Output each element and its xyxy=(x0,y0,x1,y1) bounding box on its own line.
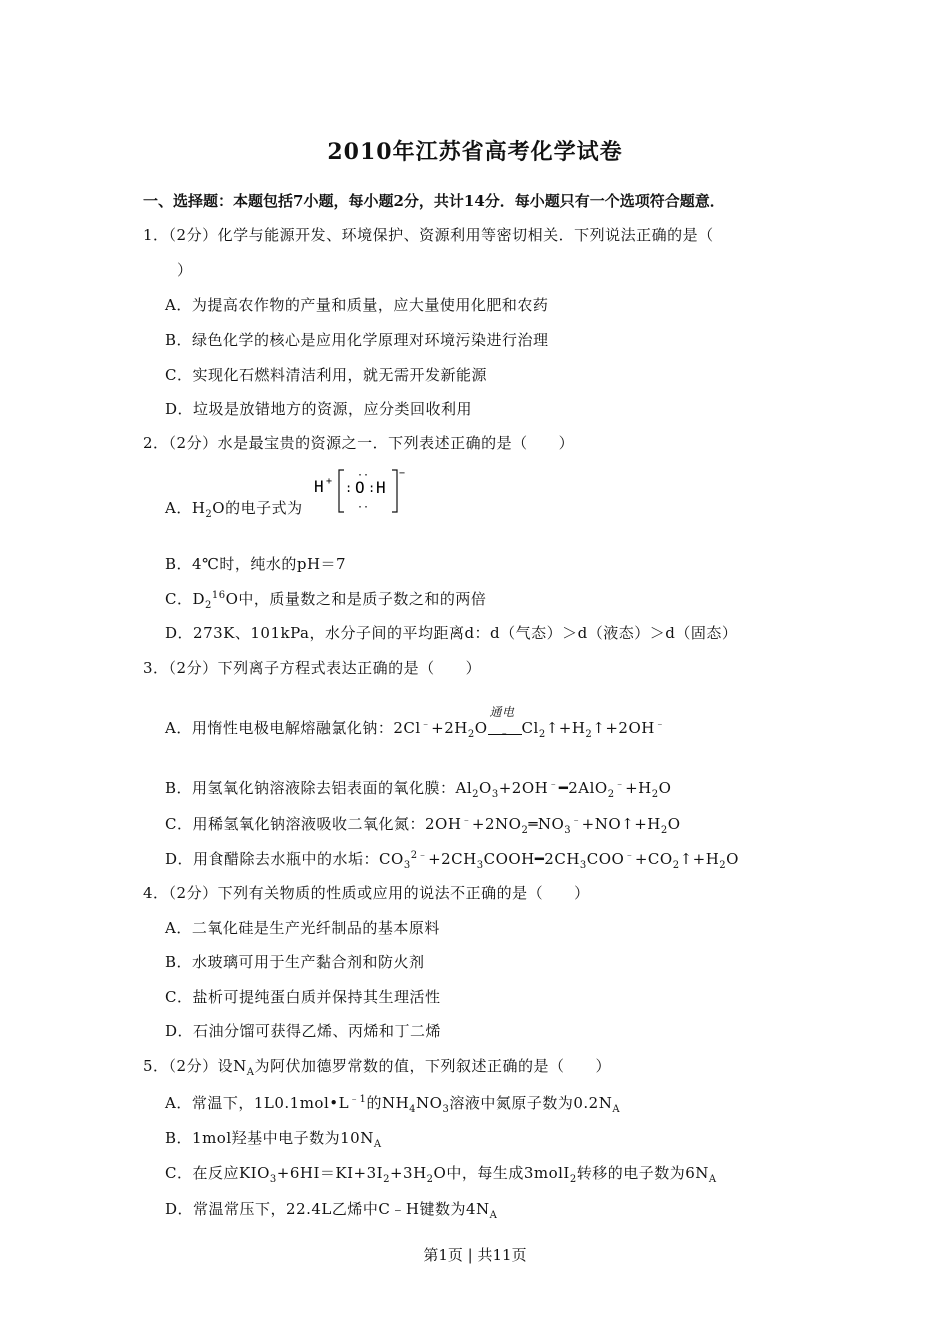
equation-text: B．用氢氧化钠溶液除去铝表面的氧化膜：Al xyxy=(165,779,473,797)
svg-text:H: H xyxy=(376,478,386,497)
option-text: D．常温常压下，22.4L乙烯中C﹣H键数为4N xyxy=(165,1200,490,1218)
question-1-stem: 1．（2分）化学与能源开发、环境保护、资源利用等密切相关．下列说法正确的是（ xyxy=(143,226,714,244)
svg-text:+: + xyxy=(326,476,333,487)
subscript: 2 xyxy=(205,600,212,611)
question-4-option-b: B．水玻璃可用于生产黏合剂和防火剂 xyxy=(165,953,425,971)
reaction-condition: 通电 ﹣ xyxy=(488,719,522,737)
question-3-option-a: A．用惰性电极电解熔融氯化钠：$2Cl^﹣+2H_2O$ 通电 ﹣ $Cl_2↑+H_2↑+2OH^﹣$ xyxy=(165,705,666,740)
question-3-option-c: C．用稀氢氧化钠溶液吸收二氧化氮：$2OH^﹣+2NO_2═NO_3^﹣+NO↑+H_2O$ xyxy=(165,815,681,836)
section-heading: 一、选择题：本题包括7小题，每小题2分，共计14分．每小题只有一个选项符合题意． xyxy=(143,192,725,210)
question-1-option-d: D．垃圾是放错地方的资源，应分类回收利用 xyxy=(165,400,473,418)
stem-prefix: 5．（2分）设N xyxy=(143,1057,247,1075)
question-4-option-d: D．石油分馏可获得乙烯、丙烯和丁二烯 xyxy=(165,1022,442,1040)
question-2-option-c xyxy=(165,588,486,609)
option-a-prefix: A．H xyxy=(165,499,206,517)
question-1-option-c: C．实现化石燃料清洁利用，就无需开发新能源 xyxy=(165,366,487,384)
question-5-option-a: A．常温下，$1L0.1mol•L^{﹣1}$的$NH_4NO_3$溶液中氮原子数为$0.2N_A$ xyxy=(165,1094,621,1115)
question-4-stem: 4．（2分）下列有关物质的性质或应用的说法不正确的是（ ） xyxy=(143,884,590,902)
svg-text:−: − xyxy=(399,468,406,479)
option-text: C．在反应KIO xyxy=(165,1164,270,1182)
svg-text::: : xyxy=(345,481,353,495)
option-text: A．常温下，1L0.1mol•L xyxy=(165,1094,350,1112)
question-1-option-b: B．绿色化学的核心是应用化学原理对环境污染进行治理 xyxy=(165,331,549,349)
question-5-option-d: D．常温常压下，22.4L乙烯中C﹣H键数为$4N_A$ xyxy=(165,1200,498,1221)
question-5-stem xyxy=(143,1055,611,1076)
page-title: 2010年江苏省高考化学试卷 xyxy=(327,139,623,165)
svg-text:H: H xyxy=(314,477,324,496)
question-5-option-b: B．1mol羟基中电子数为$10N_A$ xyxy=(165,1129,382,1150)
svg-text::: : xyxy=(368,481,376,495)
question-4-option-a: A．二氧化硅是生产光纤制品的基本原料 xyxy=(165,919,440,937)
question-1-stem-cont: ） xyxy=(177,261,193,279)
question-3-option-d: D．用食醋除去水瓶中的水垢：$CO_3^{2﹣}+2CH_3COOH━2CH_3COO^﹣+CO_2↑+H_2O$ xyxy=(165,850,739,871)
option-c-prefix: C．D xyxy=(165,590,206,608)
option-text: B．1mol羟基中电子数为10N xyxy=(165,1129,374,1147)
subscript: 2 xyxy=(205,509,213,520)
option-a-suffix: O的电子式为 xyxy=(212,499,303,517)
equation-text: A．用惰性电极电解熔融氯化钠：2Cl xyxy=(165,719,421,737)
option-c-suffix: O中，质量数之和是质子数之和的两倍 xyxy=(225,590,487,608)
electron-formula-icon xyxy=(312,466,408,516)
question-2-option-b: B．4℃时，纯水的pH＝7 xyxy=(165,555,347,573)
superscript: 16 xyxy=(211,590,226,601)
svg-text:O: O xyxy=(355,478,365,497)
question-5-option-c: C．在反应$KIO_3+6HI=KI+3I_2+3H_2O$中，每生成3molI$_2$转移的电子数为$6N_A$ xyxy=(165,1164,717,1185)
question-2-option-a xyxy=(165,497,303,518)
question-2-option-d: D．273K、101kPa，水分子间的平均距离d：d（气态）＞d（液态）＞d（固态） xyxy=(165,624,738,642)
question-3-stem: 3．（2分）下列离子方程式表达正确的是（ ） xyxy=(143,659,482,677)
equation-text: C．用稀氢氧化钠溶液吸收二氧化氮：2OH xyxy=(165,815,462,833)
condition-label: 通电 xyxy=(489,705,515,719)
question-3-option-b: B．用氢氧化钠溶液除去铝表面的氧化膜：$Al_2O_3+2OH^﹣━2AlO_2^﹣+H_2O$ xyxy=(165,779,672,800)
question-2-stem: 2．（2分）水是最宝贵的资源之一．下列表述正确的是（ ） xyxy=(143,434,575,452)
subscript: A xyxy=(246,1067,255,1078)
page-footer: 第1页 | 共11页 xyxy=(423,1246,527,1264)
question-1-option-a: A．为提高农作物的产量和质量，应大量使用化肥和农药 xyxy=(165,296,549,314)
equation-text: D．用食醋除去水瓶中的水垢：CO xyxy=(165,850,404,868)
svg-text:··: ·· xyxy=(357,502,370,513)
question-4-option-c: C．盐析可提纯蛋白质并保持其生理活性 xyxy=(165,988,441,1006)
stem-suffix: 为阿伏加德罗常数的值，下列叙述正确的是（ ） xyxy=(254,1057,611,1075)
svg-text:··: ·· xyxy=(357,470,370,481)
